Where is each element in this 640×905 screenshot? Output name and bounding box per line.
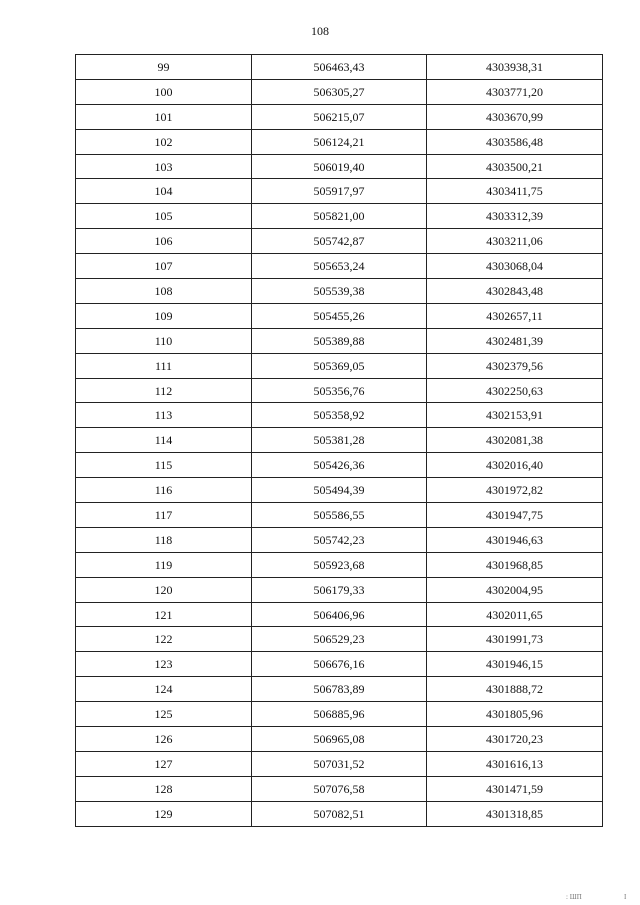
table-row: [76, 104, 603, 129]
x-coordinate-cell: 506965,08: [252, 727, 427, 752]
table-row: [76, 527, 603, 552]
x-coordinate-cell: 505923,68: [252, 552, 427, 577]
table-row: [76, 303, 603, 328]
point-number-cell: 124: [76, 677, 252, 702]
point-number-cell: 126: [76, 727, 252, 752]
x-coordinate-cell: 505389,88: [252, 328, 427, 353]
x-coordinate-cell: 506885,96: [252, 702, 427, 727]
y-coordinate-cell: 4302379,56: [427, 353, 603, 378]
table-row: [76, 677, 603, 702]
y-coordinate-cell: 4302481,39: [427, 328, 603, 353]
coordinates-table: [75, 54, 603, 827]
point-number-cell: 128: [76, 776, 252, 801]
point-number-cell: 129: [76, 801, 252, 826]
x-coordinate-cell: 505653,24: [252, 254, 427, 279]
table-row: [76, 627, 603, 652]
table-row: [76, 378, 603, 403]
x-coordinate-cell: 505586,55: [252, 503, 427, 528]
coordinates-table-body: [76, 55, 603, 827]
point-number-cell: 118: [76, 527, 252, 552]
y-coordinate-cell: 4302011,65: [427, 602, 603, 627]
y-coordinate-cell: 4302153,91: [427, 403, 603, 428]
table-row: [76, 503, 603, 528]
y-coordinate-cell: 4302250,63: [427, 378, 603, 403]
point-number-cell: 104: [76, 179, 252, 204]
x-coordinate-cell: 505917,97: [252, 179, 427, 204]
y-coordinate-cell: 4303312,39: [427, 204, 603, 229]
table-row: [76, 403, 603, 428]
x-coordinate-cell: 507031,52: [252, 751, 427, 776]
x-coordinate-cell: 505358,92: [252, 403, 427, 428]
point-number-cell: 115: [76, 453, 252, 478]
x-coordinate-cell: 505356,76: [252, 378, 427, 403]
x-coordinate-cell: 507082,51: [252, 801, 427, 826]
x-coordinate-cell: 506124,21: [252, 129, 427, 154]
point-number-cell: 119: [76, 552, 252, 577]
y-coordinate-cell: 4303211,06: [427, 229, 603, 254]
point-number-cell: 99: [76, 55, 252, 80]
point-number-cell: 112: [76, 378, 252, 403]
x-coordinate-cell: 506215,07: [252, 104, 427, 129]
point-number-cell: 107: [76, 254, 252, 279]
point-number-cell: 113: [76, 403, 252, 428]
table-row: [76, 428, 603, 453]
y-coordinate-cell: 4301616,13: [427, 751, 603, 776]
x-coordinate-cell: 506676,16: [252, 652, 427, 677]
y-coordinate-cell: 4301888,72: [427, 677, 603, 702]
table-row: [76, 751, 603, 776]
x-coordinate-cell: 506463,43: [252, 55, 427, 80]
point-number-cell: 127: [76, 751, 252, 776]
y-coordinate-cell: 4303411,75: [427, 179, 603, 204]
point-number-cell: 101: [76, 104, 252, 129]
point-number-cell: 108: [76, 279, 252, 304]
x-coordinate-cell: 505426,36: [252, 453, 427, 478]
point-number-cell: 122: [76, 627, 252, 652]
table-row: [76, 154, 603, 179]
y-coordinate-cell: 4301720,23: [427, 727, 603, 752]
point-number-cell: 100: [76, 79, 252, 104]
point-number-cell: 103: [76, 154, 252, 179]
table-row: [76, 727, 603, 752]
table-row: [76, 552, 603, 577]
point-number-cell: 102: [76, 129, 252, 154]
point-number-cell: 111: [76, 353, 252, 378]
y-coordinate-cell: 4302004,95: [427, 577, 603, 602]
x-coordinate-cell: 507076,58: [252, 776, 427, 801]
x-coordinate-cell: 505742,87: [252, 229, 427, 254]
page-number: 108: [311, 24, 329, 38]
table-row: [76, 602, 603, 627]
table-row: [76, 129, 603, 154]
x-coordinate-cell: 505369,05: [252, 353, 427, 378]
point-number-cell: 109: [76, 303, 252, 328]
table-row: [76, 79, 603, 104]
x-coordinate-cell: 505381,28: [252, 428, 427, 453]
table-row: [76, 254, 603, 279]
y-coordinate-cell: 4303771,20: [427, 79, 603, 104]
table-row: [76, 652, 603, 677]
point-number-cell: 120: [76, 577, 252, 602]
table-row: [76, 453, 603, 478]
point-number-cell: 123: [76, 652, 252, 677]
point-number-cell: 117: [76, 503, 252, 528]
y-coordinate-cell: 4303068,04: [427, 254, 603, 279]
table-row: [76, 702, 603, 727]
y-coordinate-cell: 4302081,38: [427, 428, 603, 453]
y-coordinate-cell: 4301946,63: [427, 527, 603, 552]
table-row: [76, 55, 603, 80]
table-row: [76, 353, 603, 378]
y-coordinate-cell: 4303586,48: [427, 129, 603, 154]
table-row: [76, 229, 603, 254]
footer-mark-right: I: [624, 893, 627, 901]
footer-mark-left: : ШП: [566, 893, 582, 901]
x-coordinate-cell: 506019,40: [252, 154, 427, 179]
y-coordinate-cell: 4301972,82: [427, 478, 603, 503]
table-row: [76, 577, 603, 602]
y-coordinate-cell: 4302016,40: [427, 453, 603, 478]
x-coordinate-cell: 506406,96: [252, 602, 427, 627]
point-number-cell: 110: [76, 328, 252, 353]
y-coordinate-cell: 4301805,96: [427, 702, 603, 727]
y-coordinate-cell: 4302843,48: [427, 279, 603, 304]
point-number-cell: 106: [76, 229, 252, 254]
y-coordinate-cell: 4303500,21: [427, 154, 603, 179]
table-row: [76, 328, 603, 353]
y-coordinate-cell: 4303938,31: [427, 55, 603, 80]
y-coordinate-cell: 4301318,85: [427, 801, 603, 826]
point-number-cell: 105: [76, 204, 252, 229]
table-row: [76, 279, 603, 304]
y-coordinate-cell: 4301946,15: [427, 652, 603, 677]
table-row: [76, 179, 603, 204]
y-coordinate-cell: 4301991,73: [427, 627, 603, 652]
x-coordinate-cell: 505742,23: [252, 527, 427, 552]
x-coordinate-cell: 505455,26: [252, 303, 427, 328]
point-number-cell: 125: [76, 702, 252, 727]
table-row: [76, 478, 603, 503]
y-coordinate-cell: 4302657,11: [427, 303, 603, 328]
x-coordinate-cell: 506783,89: [252, 677, 427, 702]
point-number-cell: 121: [76, 602, 252, 627]
y-coordinate-cell: 4301968,85: [427, 552, 603, 577]
x-coordinate-cell: 505494,39: [252, 478, 427, 503]
x-coordinate-cell: 506179,33: [252, 577, 427, 602]
x-coordinate-cell: 506529,23: [252, 627, 427, 652]
y-coordinate-cell: 4303670,99: [427, 104, 603, 129]
table-row: [76, 204, 603, 229]
x-coordinate-cell: 506305,27: [252, 79, 427, 104]
y-coordinate-cell: 4301947,75: [427, 503, 603, 528]
table-row: [76, 776, 603, 801]
point-number-cell: 116: [76, 478, 252, 503]
y-coordinate-cell: 4301471,59: [427, 776, 603, 801]
point-number-cell: 114: [76, 428, 252, 453]
table-row: [76, 801, 603, 826]
x-coordinate-cell: 505821,00: [252, 204, 427, 229]
x-coordinate-cell: 505539,38: [252, 279, 427, 304]
